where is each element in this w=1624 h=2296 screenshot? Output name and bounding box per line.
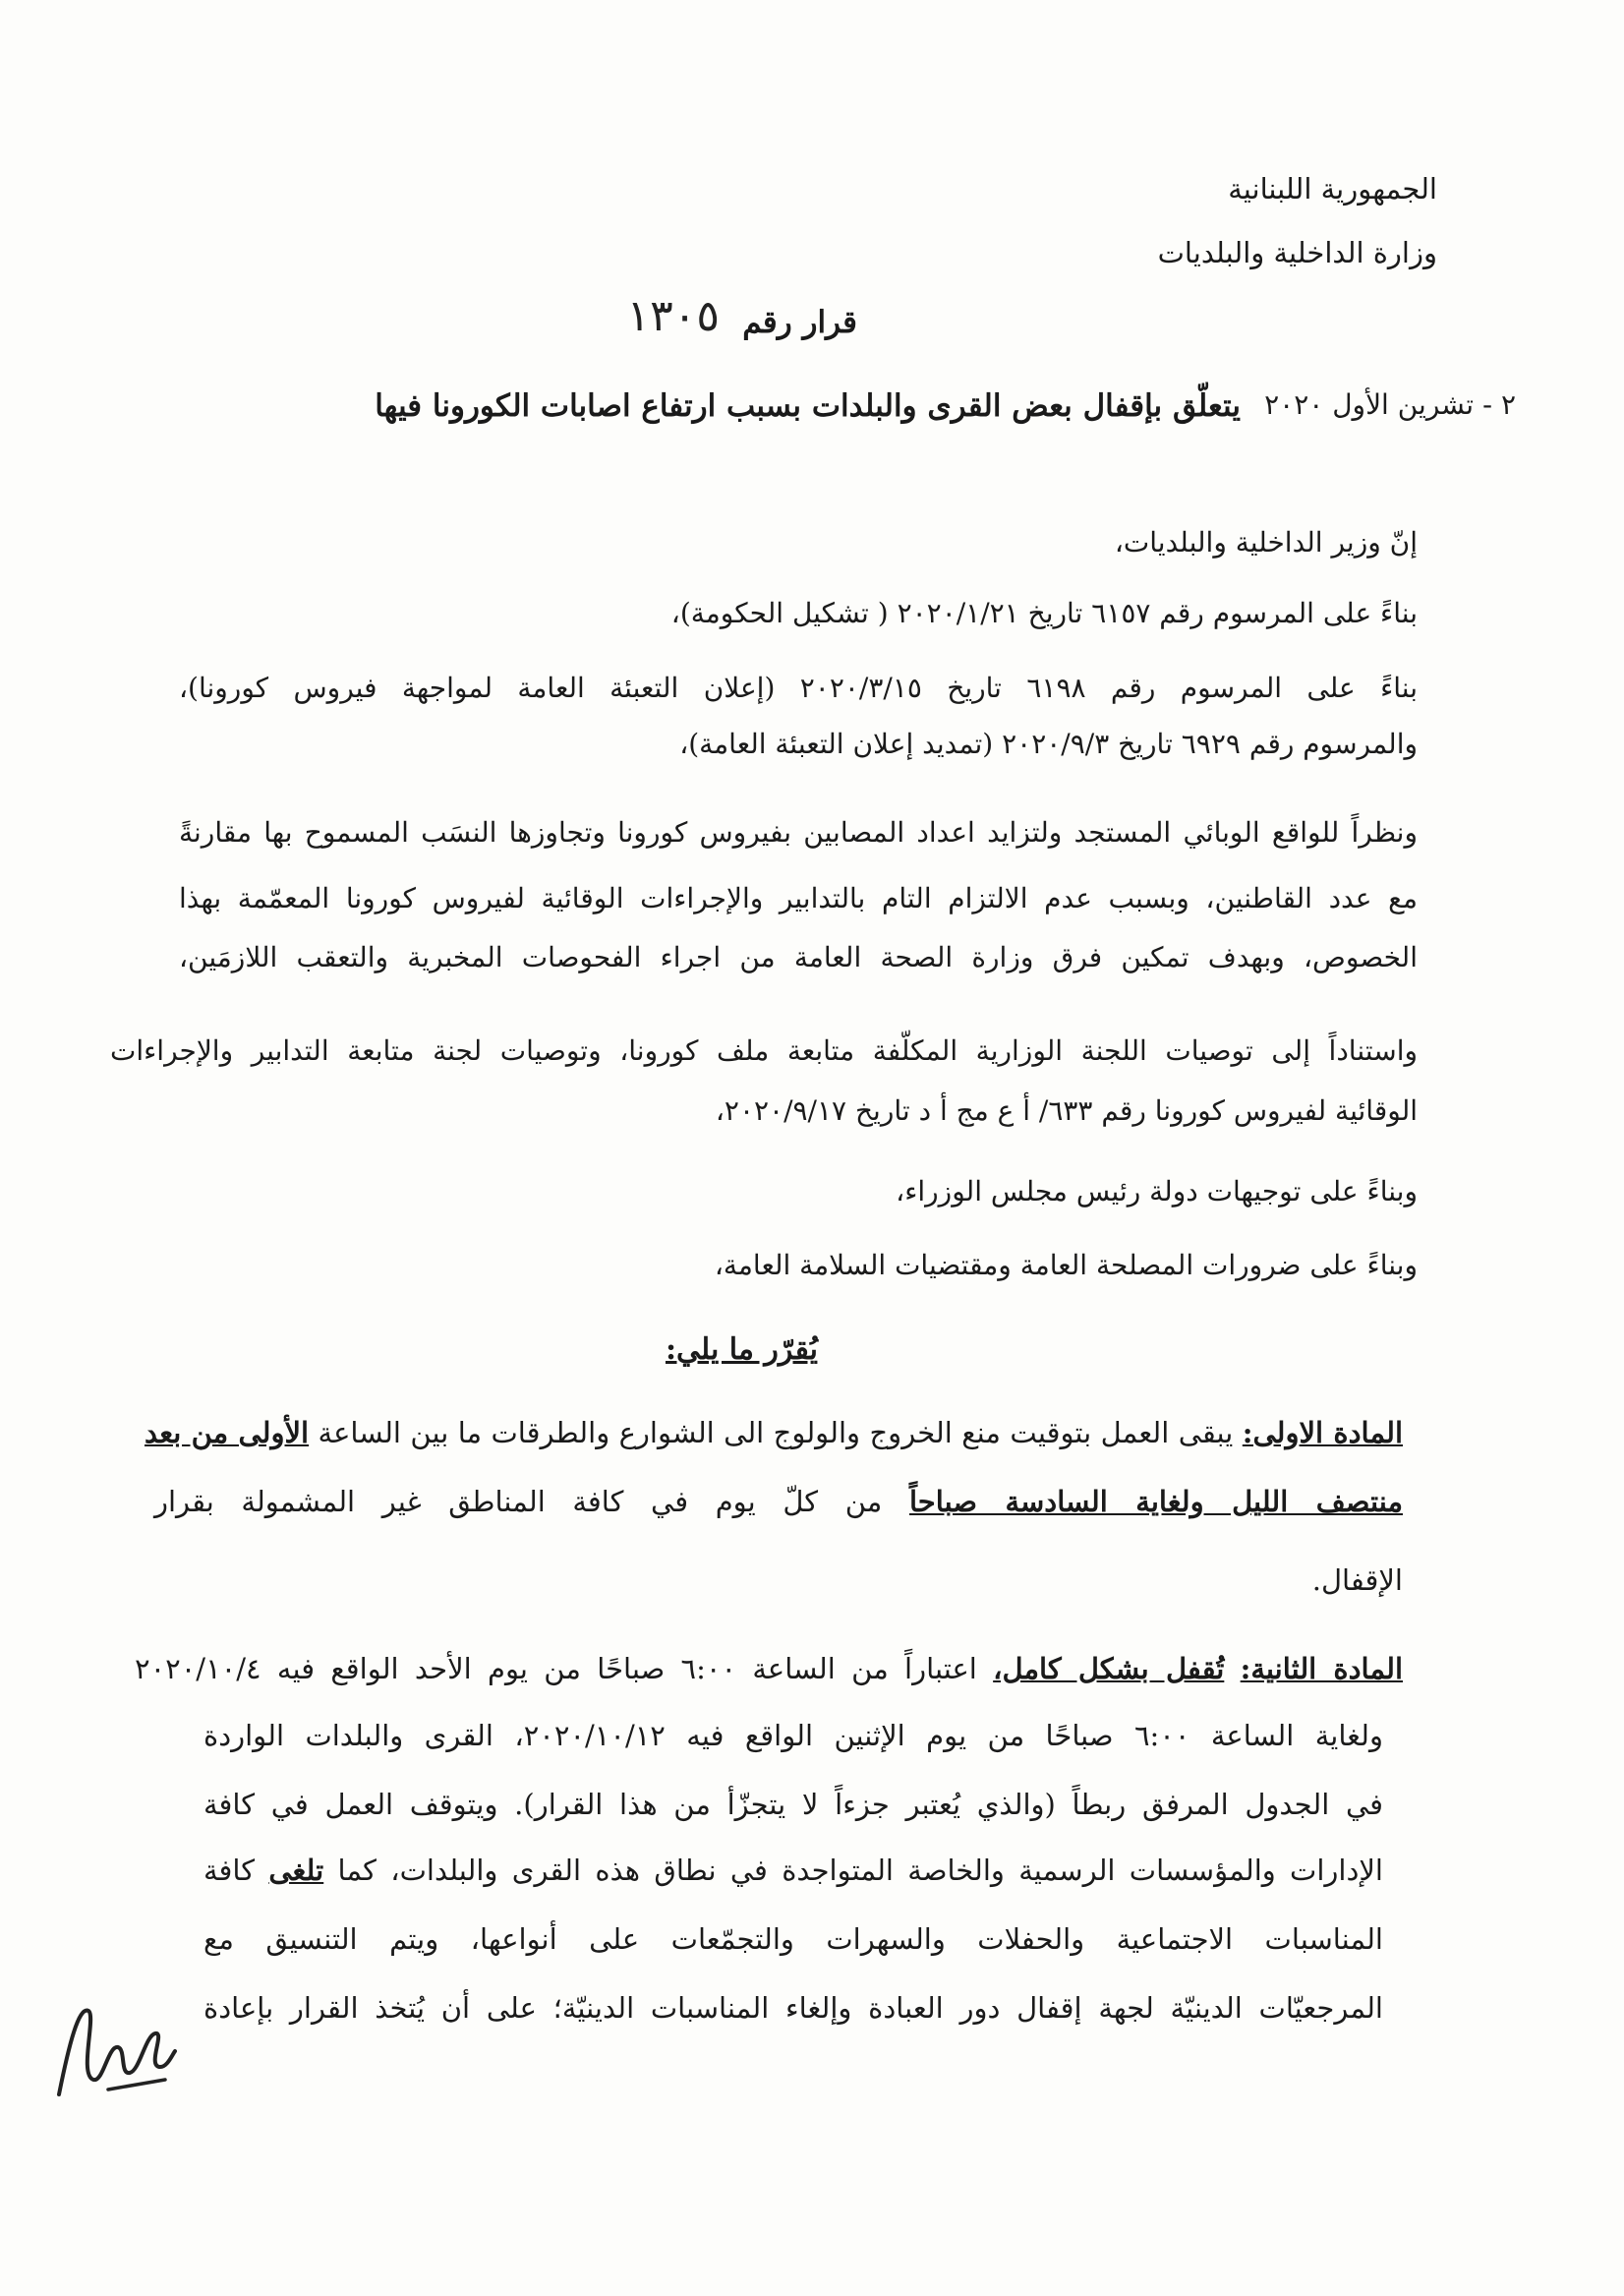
article-2-label: المادة الثانية: — [1240, 1652, 1404, 1685]
article-2-emphasis: تلغى — [268, 1854, 324, 1887]
preamble-line: الخصوص، وبهدف تمكين فرق وزارة الصحة العامة من اجراء الفحوصات المخبرية والتعقب اللازمَين، — [179, 941, 1418, 973]
preamble-line: وبناءً على توجيهات دولة رئيس مجلس الوزراء، — [896, 1175, 1418, 1207]
header-republic: الجمهورية اللبنانية — [1228, 172, 1437, 206]
article-2-emphasis: تُقفل بشكل كامل، — [993, 1652, 1225, 1685]
article-2-line-5: المناسبات الاجتماعية والحفلات والسهرات والتجمّعات على أنواعها، ويتم التنسيق مع — [203, 1922, 1383, 1956]
signature-image — [49, 1986, 177, 2104]
header-ministry: وزارة الداخلية والبلديات — [1157, 236, 1437, 269]
decision-subject: يتعلّق بإقفال بعض القرى والبلدات بسبب ارتفاع اصابات الكورونا فيها — [375, 388, 1241, 424]
article-1-text: من كلّ يوم في كافة المناطق غير المشمولة بقرار — [154, 1485, 883, 1518]
preamble-line: والمرسوم رقم ٦٩٢٩ تاريخ ٢٠٢٠/٩/٣ (تمديد إعلان التعبئة العامة)، — [679, 728, 1418, 760]
article-1-text: يبقى العمل بتوقيت منع الخروج والولوج الى الشوارع والطرقات ما بين الساعة — [318, 1416, 1234, 1449]
article-2-line-1 — [135, 1652, 1403, 1685]
decision-number: ١٣٠٥ — [626, 291, 720, 341]
article-2-text: اعتباراً من الساعة ٦:٠٠ صباحًا من يوم الأحد الواقع فيه ٢٠٢٠/١٠/٤ — [135, 1652, 977, 1685]
decision-label: قرار رقم — [742, 305, 857, 340]
article-2-line-2: ولغاية الساعة ٦:٠٠ صباحًا من يوم الإثنين الواقع فيه ٢٠٢٠/١٠/١٢، القرى والبلدات الواردة — [203, 1719, 1383, 1752]
article-2-line-3: في الجدول المرفق ربطاً (والذي يُعتبر جزءاً لا يتجزّأ من هذا القرار). ويتوقف العمل في كافة — [203, 1788, 1383, 1821]
preamble-line: واستناداً إلى توصيات اللجنة الوزارية المكلّفة متابعة ملف كورونا، وتوصيات لجنة متابعة التدابير والإجراءات — [110, 1034, 1418, 1067]
preamble-line: ونظراً للواقع الوبائي المستجد ولتزايد اعداد المصابين بفيروس كورونا وتجاوزها النسَب المسموح بها مقارنةً — [179, 816, 1418, 849]
preamble-line: بناءً على المرسوم رقم ٦١٩٨ تاريخ ٢٠٢٠/٣/١٥ (إعلان التعبئة العامة لمواجهة فيروس كورونا)، — [179, 672, 1419, 704]
preamble-line: مع عدد القاطنين، وبسبب عدم الالتزام التام بالتدابير والإجراءات الوقائية لفيروس كورونا المعمّمة بهذا — [179, 882, 1418, 914]
article-1-emphasis: الأولى من بعد — [145, 1416, 310, 1449]
preamble-line: بناءً على المرسوم رقم ٦١٥٧ تاريخ ٢٠٢٠/١/٢١ ( تشكيل الحكومة)، — [670, 597, 1418, 629]
article-1-emphasis: منتصف الليل ولغاية السادسة صباحاً — [908, 1485, 1403, 1518]
article-1-line-3: الإقفال. — [1311, 1563, 1403, 1597]
article-2-text: كافة — [203, 1854, 256, 1887]
article-2-line-6: المرجعيّات الدينيّة لجهة إقفال دور العبادة وإلغاء المناسبات الدينيّة؛ على أن يُتخذ القرار بإعادة — [203, 1991, 1383, 2025]
preamble-line: وبناءً على ضرورات المصلحة العامة ومقتضيات السلامة العامة، — [714, 1249, 1418, 1281]
article-1-line-1 — [145, 1416, 1403, 1449]
decides-heading: يُقرّر ما يلي: — [665, 1332, 818, 1367]
article-2-text: الإدارات والمؤسسات الرسمية والخاصة المتواجدة في نطاق هذه القرى والبلدات، كما — [337, 1854, 1383, 1887]
preamble-line: الوقائية لفيروس كورونا رقم ٦٣٣/ أ ع مج أ د تاريخ ٢٠٢٠/٩/١٧، — [715, 1094, 1418, 1127]
article-1-label: المادة الاولى: — [1242, 1416, 1404, 1449]
article-2-line-4 — [203, 1854, 1383, 1887]
preamble-minister: إنّ وزير الداخلية والبلديات، — [1114, 526, 1418, 559]
decision-date: ٢ - تشرين الأول ٢٠٢٠ — [1264, 388, 1516, 421]
article-1-line-2 — [154, 1485, 1403, 1518]
